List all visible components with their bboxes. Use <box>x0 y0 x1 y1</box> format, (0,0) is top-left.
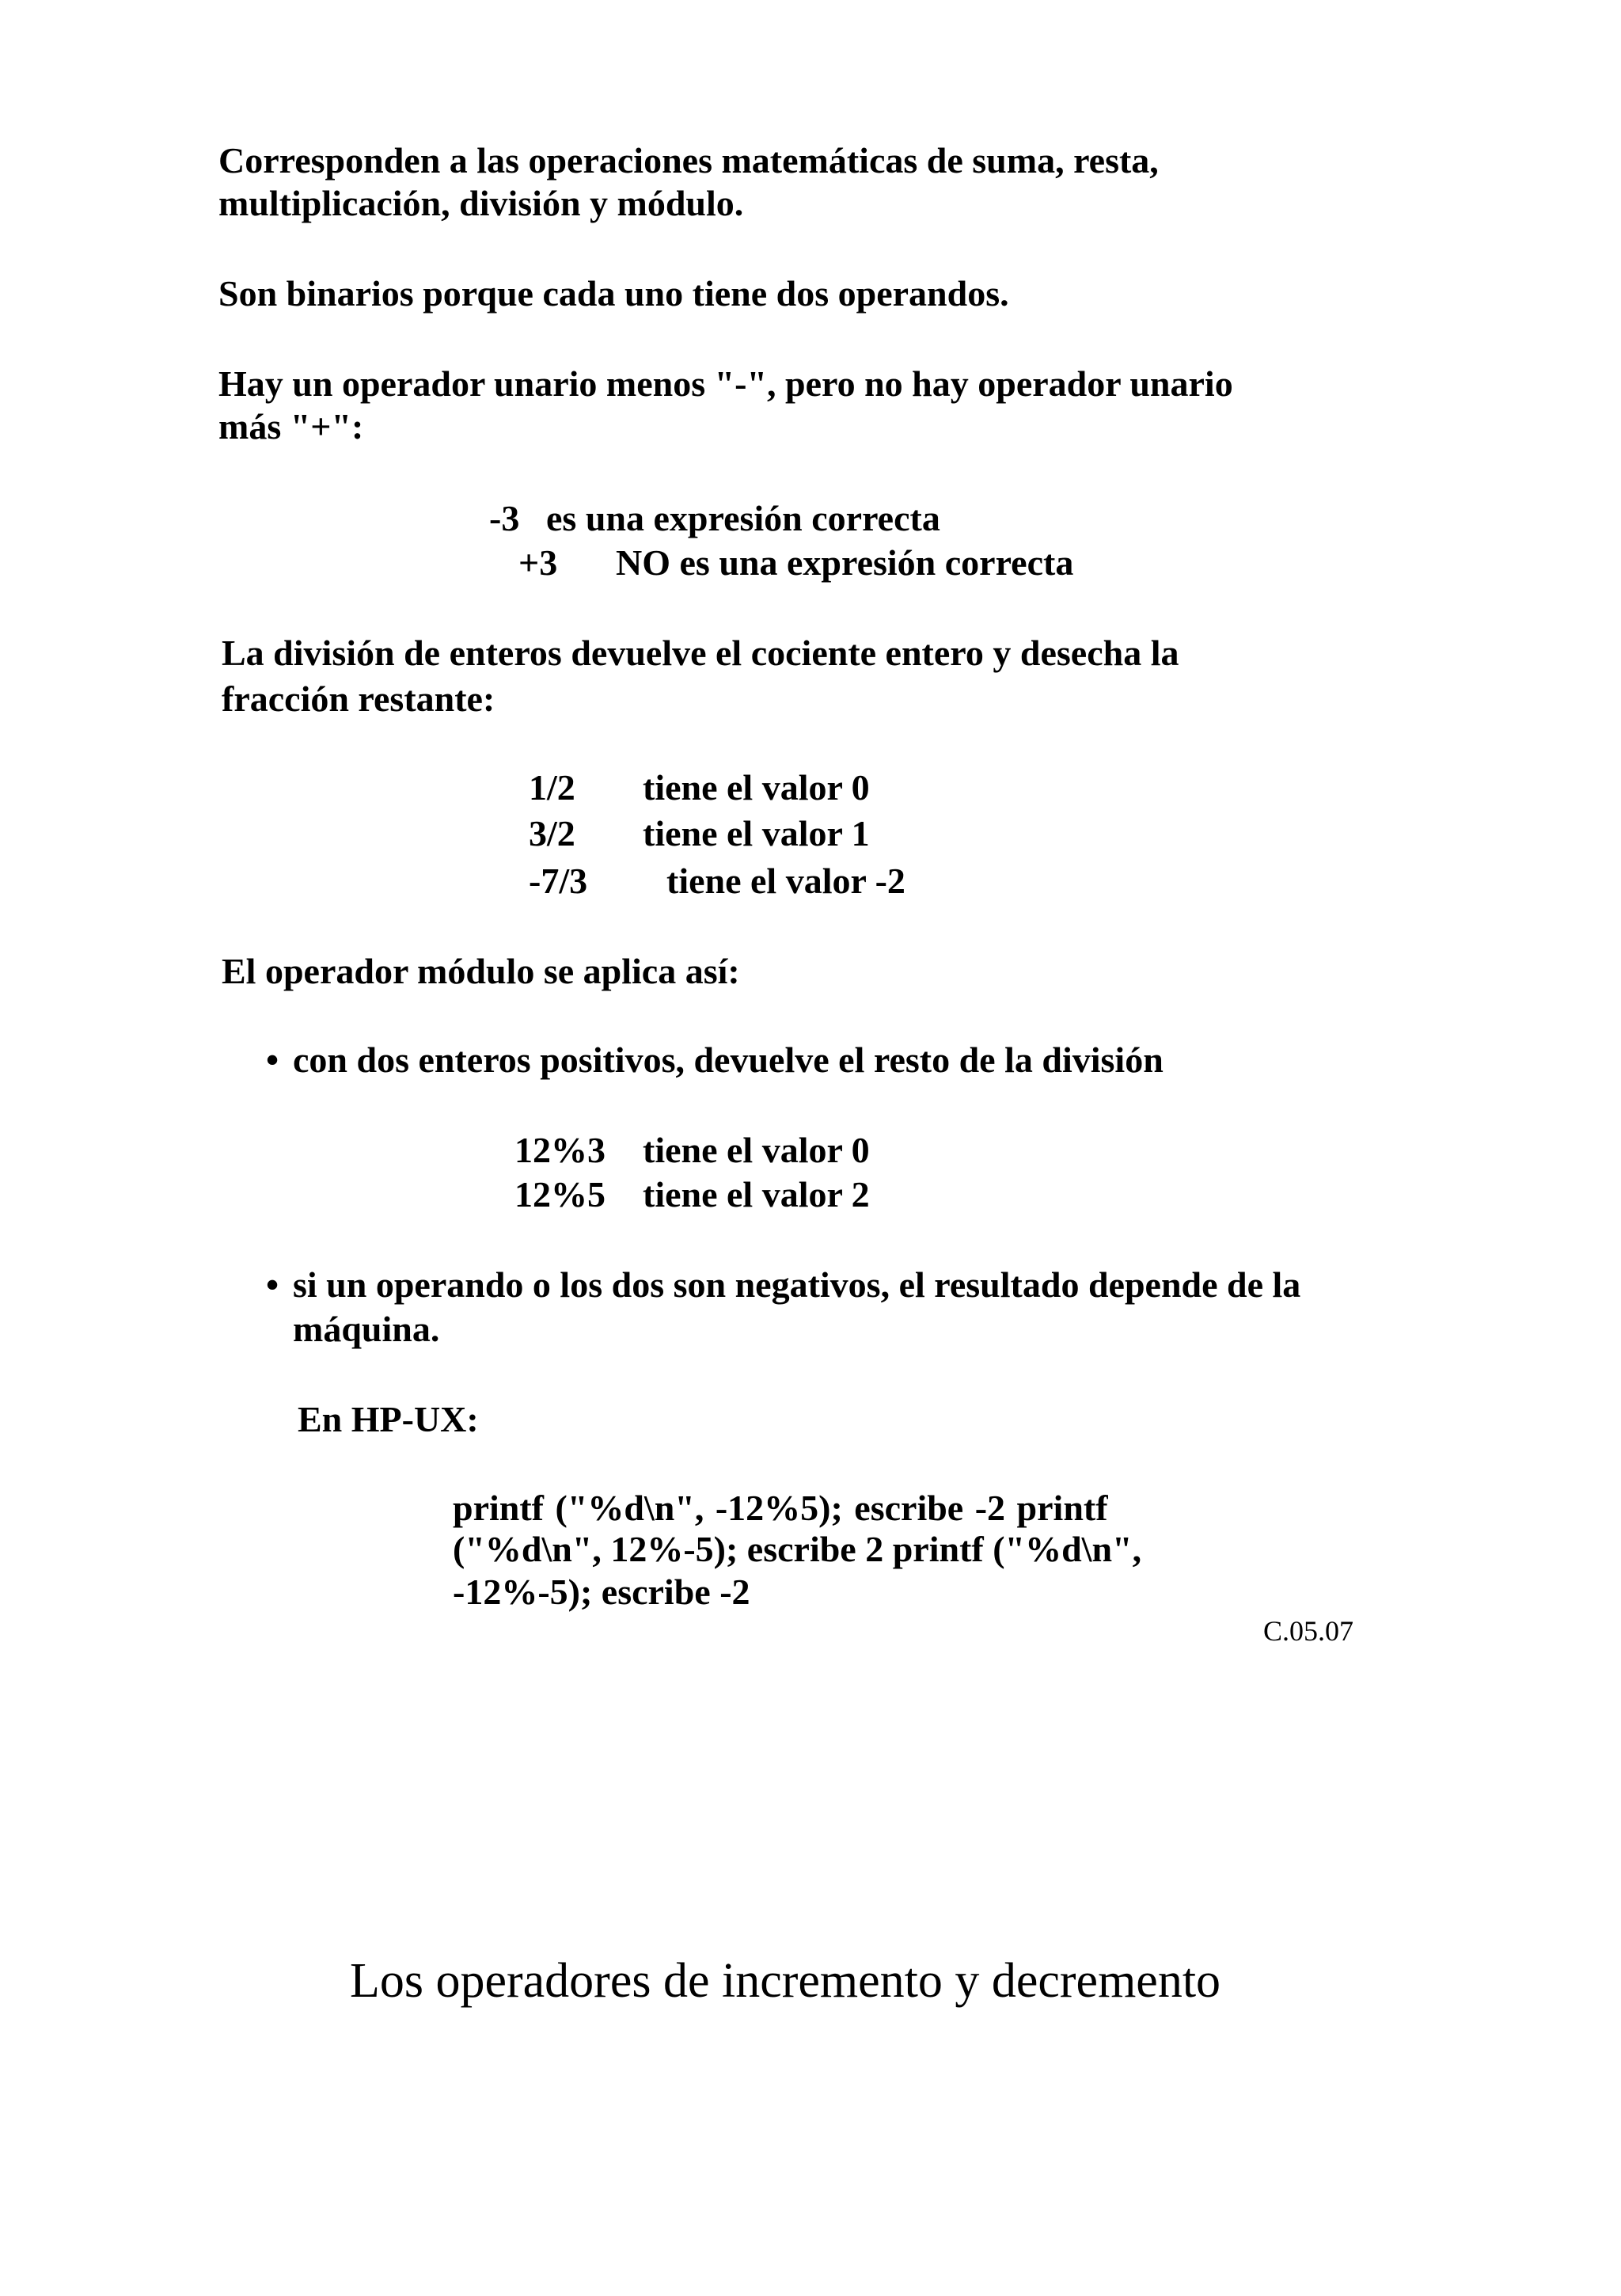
paragraph-modulo: El operador módulo se aplica así: <box>222 951 740 991</box>
paragraph-division-line2: fracción restante: <box>222 679 495 719</box>
unary-example-desc: NO es una expresión correcta <box>616 542 1074 583</box>
bullet-marker: • <box>266 1264 279 1305</box>
paragraph-division-line1: La división de enteros devuelve el cociente entero y desecha la <box>222 633 1179 673</box>
code-line: -12%-5); escribe -2 <box>453 1572 750 1612</box>
paragraph-unary-line2: más "+": <box>218 406 364 447</box>
slide-reference: C.05.07 <box>1263 1615 1354 1647</box>
modulo-example-desc: tiene el valor 0 <box>643 1130 870 1170</box>
bullet-text: si un operando o los dos son negativos, el resultado depende de la <box>293 1264 1301 1305</box>
section-heading: Los operadores de incremento y decremento <box>350 1954 1221 2008</box>
unary-example-desc: es una expresión correcta <box>546 498 940 538</box>
unary-example-expr: -3 <box>489 498 520 538</box>
bullet-item <box>266 1039 1164 1081</box>
paragraph-arith-line2: multiplicación, división y módulo. <box>218 183 744 223</box>
modulo-example-expr: 12%5 <box>514 1174 606 1215</box>
modulo-example-desc: tiene el valor 2 <box>643 1174 870 1215</box>
division-example-expr: -7/3 <box>529 861 588 901</box>
division-example-expr: 1/2 <box>529 767 575 808</box>
bullet-marker: • <box>266 1040 279 1080</box>
code-line: ("%d\n", 12%-5); escribe 2 printf ("%d\n", <box>453 1529 1142 1569</box>
paragraph-unary-line1: Hay un operador unario menos "-", pero no hay operador unario <box>218 363 1233 404</box>
paragraph-binary: Son binarios porque cada uno tiene dos operandos. <box>218 273 1009 314</box>
bullet-text: con dos enteros positivos, devuelve el resto de la división <box>293 1040 1164 1080</box>
unary-example-expr: +3 <box>518 542 558 583</box>
hpux-label: En HP-UX: <box>298 1399 479 1439</box>
code-line: printf ("%d\n", -12%5); escribe -2 printf <box>453 1488 1108 1528</box>
bullet-item <box>266 1264 1300 1306</box>
division-example-desc: tiene el valor 1 <box>643 813 870 853</box>
modulo-example-expr: 12%3 <box>514 1130 606 1170</box>
division-example-expr: 3/2 <box>529 813 575 853</box>
bullet-text-continuation: máquina. <box>293 1309 440 1349</box>
division-example-desc: tiene el valor -2 <box>666 861 905 901</box>
paragraph-arith-line1: Corresponden a las operaciones matemáticas de suma, resta, <box>218 140 1159 181</box>
division-example-desc: tiene el valor 0 <box>643 767 870 808</box>
